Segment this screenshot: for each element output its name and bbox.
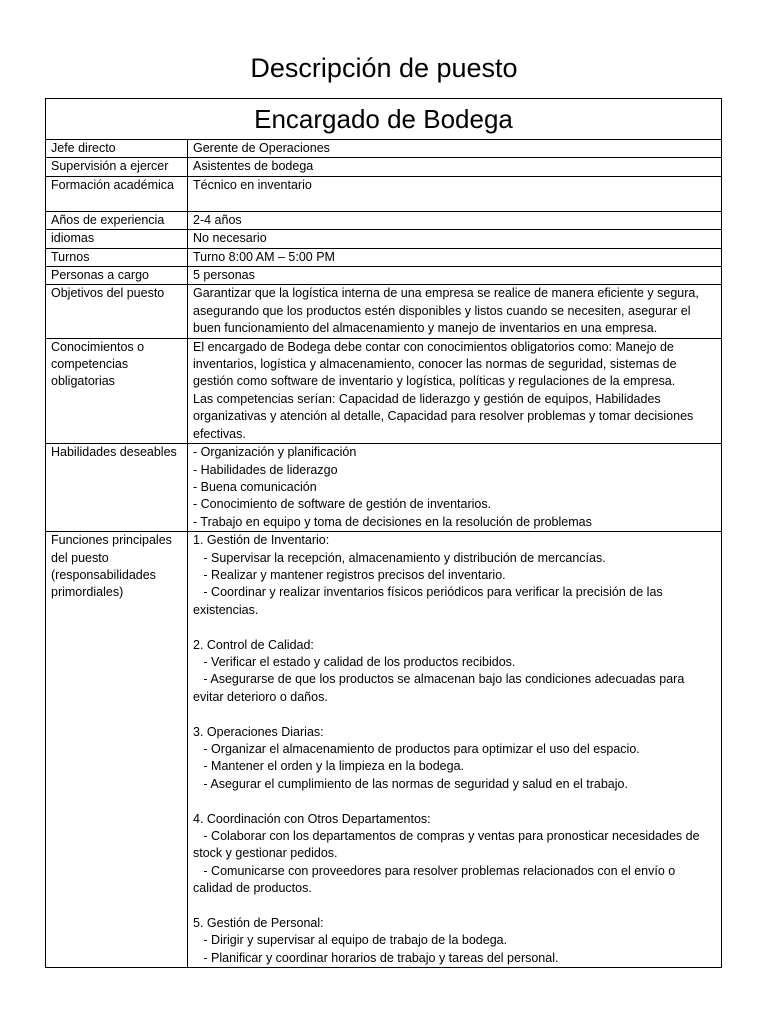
row-label: Años de experiencia [46,211,188,229]
table-row [46,532,722,968]
table-row [46,248,722,266]
row-label: Funciones principales del puesto (responsabilidades primordiales) [46,532,188,968]
row-label: Conocimientos o competencias obligatorias [46,338,188,443]
row-label: Formación académica [46,176,188,211]
job-description-table [45,98,722,968]
row-value: Garantizar que la logística interna de una empresa se realice de manera eficiente y segura, asegurando que los productos estén disponibles y listos cuando se necesiten, asegurar el buen funcionamiento del almacenamiento y manejo de inventarios en una empresa. [188,285,722,338]
row-label: Personas a cargo [46,267,188,285]
row-value: - Organización y planificación - Habilidades de liderazgo - Buena comunicación - Conocimiento de software de gestión de inventarios. - Trabajo en equipo y toma de decisiones en la resolución de problemas [188,444,722,532]
table-row [46,176,722,211]
document-title: Descripción de puesto [250,53,518,83]
row-label: Supervisión a ejercer [46,158,188,176]
table-row [46,158,722,176]
table-row [46,140,722,158]
row-value: 1. Gestión de Inventario: - Supervisar la recepción, almacenamiento y distribución de mercancías. - Realizar y mantener registros precisos del inventario. - Coordinar y realizar inventarios físicos periódicos para verificar la precisión de las existencias. 2. Control de Calidad: - Verificar el estado y calidad de los productos recibidos. - Asegurarse de que los productos se almacenan bajo las condiciones adecuadas para evitar deterioro o daños. 3. Operaciones Diarias: - Organizar el almacenamiento de productos para optimizar el uso del espacio. - Mantener el orden y la limpieza en la bodega. - Asegurar el cumplimiento de las normas de seguridad y salud en el trabajo. 4. Coordinación con Otros Departamentos: - Colaborar con los departamentos de compras y ventas para pronosticar necesidades de stock y gestionar pedidos. - Comunicarse con proveedores para resolver problemas relacionados con el envío o calidad de productos. 5. Gestión de Personal: - Dirigir y supervisar al equipo de trabajo de la bodega. - Planificar y coordinar horarios de trabajo y tareas del personal. [188,532,722,968]
row-label: Jefe directo [46,140,188,158]
row-value: Técnico en inventario [188,176,722,211]
table-row [46,444,722,532]
row-label: Objetivos del puesto [46,285,188,338]
table-row [46,230,722,248]
row-value: Gerente de Operaciones [188,140,722,158]
row-value: El encargado de Bodega debe contar con conocimientos obligatorios como: Manejo de inventarios, logística y almacenamiento, conocer las normas de seguridad, sistemas de gestión como software de inventario y logística, políticas y regulaciones de la empresa. Las competencias serían: Capacidad de liderazgo y gestión de equipos, Habilidades organizativas y atención al detalle, Capacidad para resolver problemas y tomar decisiones efectivas. [188,338,722,443]
row-value: Asistentes de bodega [188,158,722,176]
table-row [46,338,722,443]
row-value: Turno 8:00 AM – 5:00 PM [188,248,722,266]
row-value: No necesario [188,230,722,248]
position-name: Encargado de Bodega [46,99,722,140]
row-label: idiomas [46,230,188,248]
row-label: Habilidades deseables [46,444,188,532]
row-label: Turnos [46,248,188,266]
position-header-row [46,99,722,140]
table-row [46,211,722,229]
row-value: 5 personas [188,267,722,285]
table-row [46,285,722,338]
row-value: 2-4 años [188,211,722,229]
table-row [46,267,722,285]
